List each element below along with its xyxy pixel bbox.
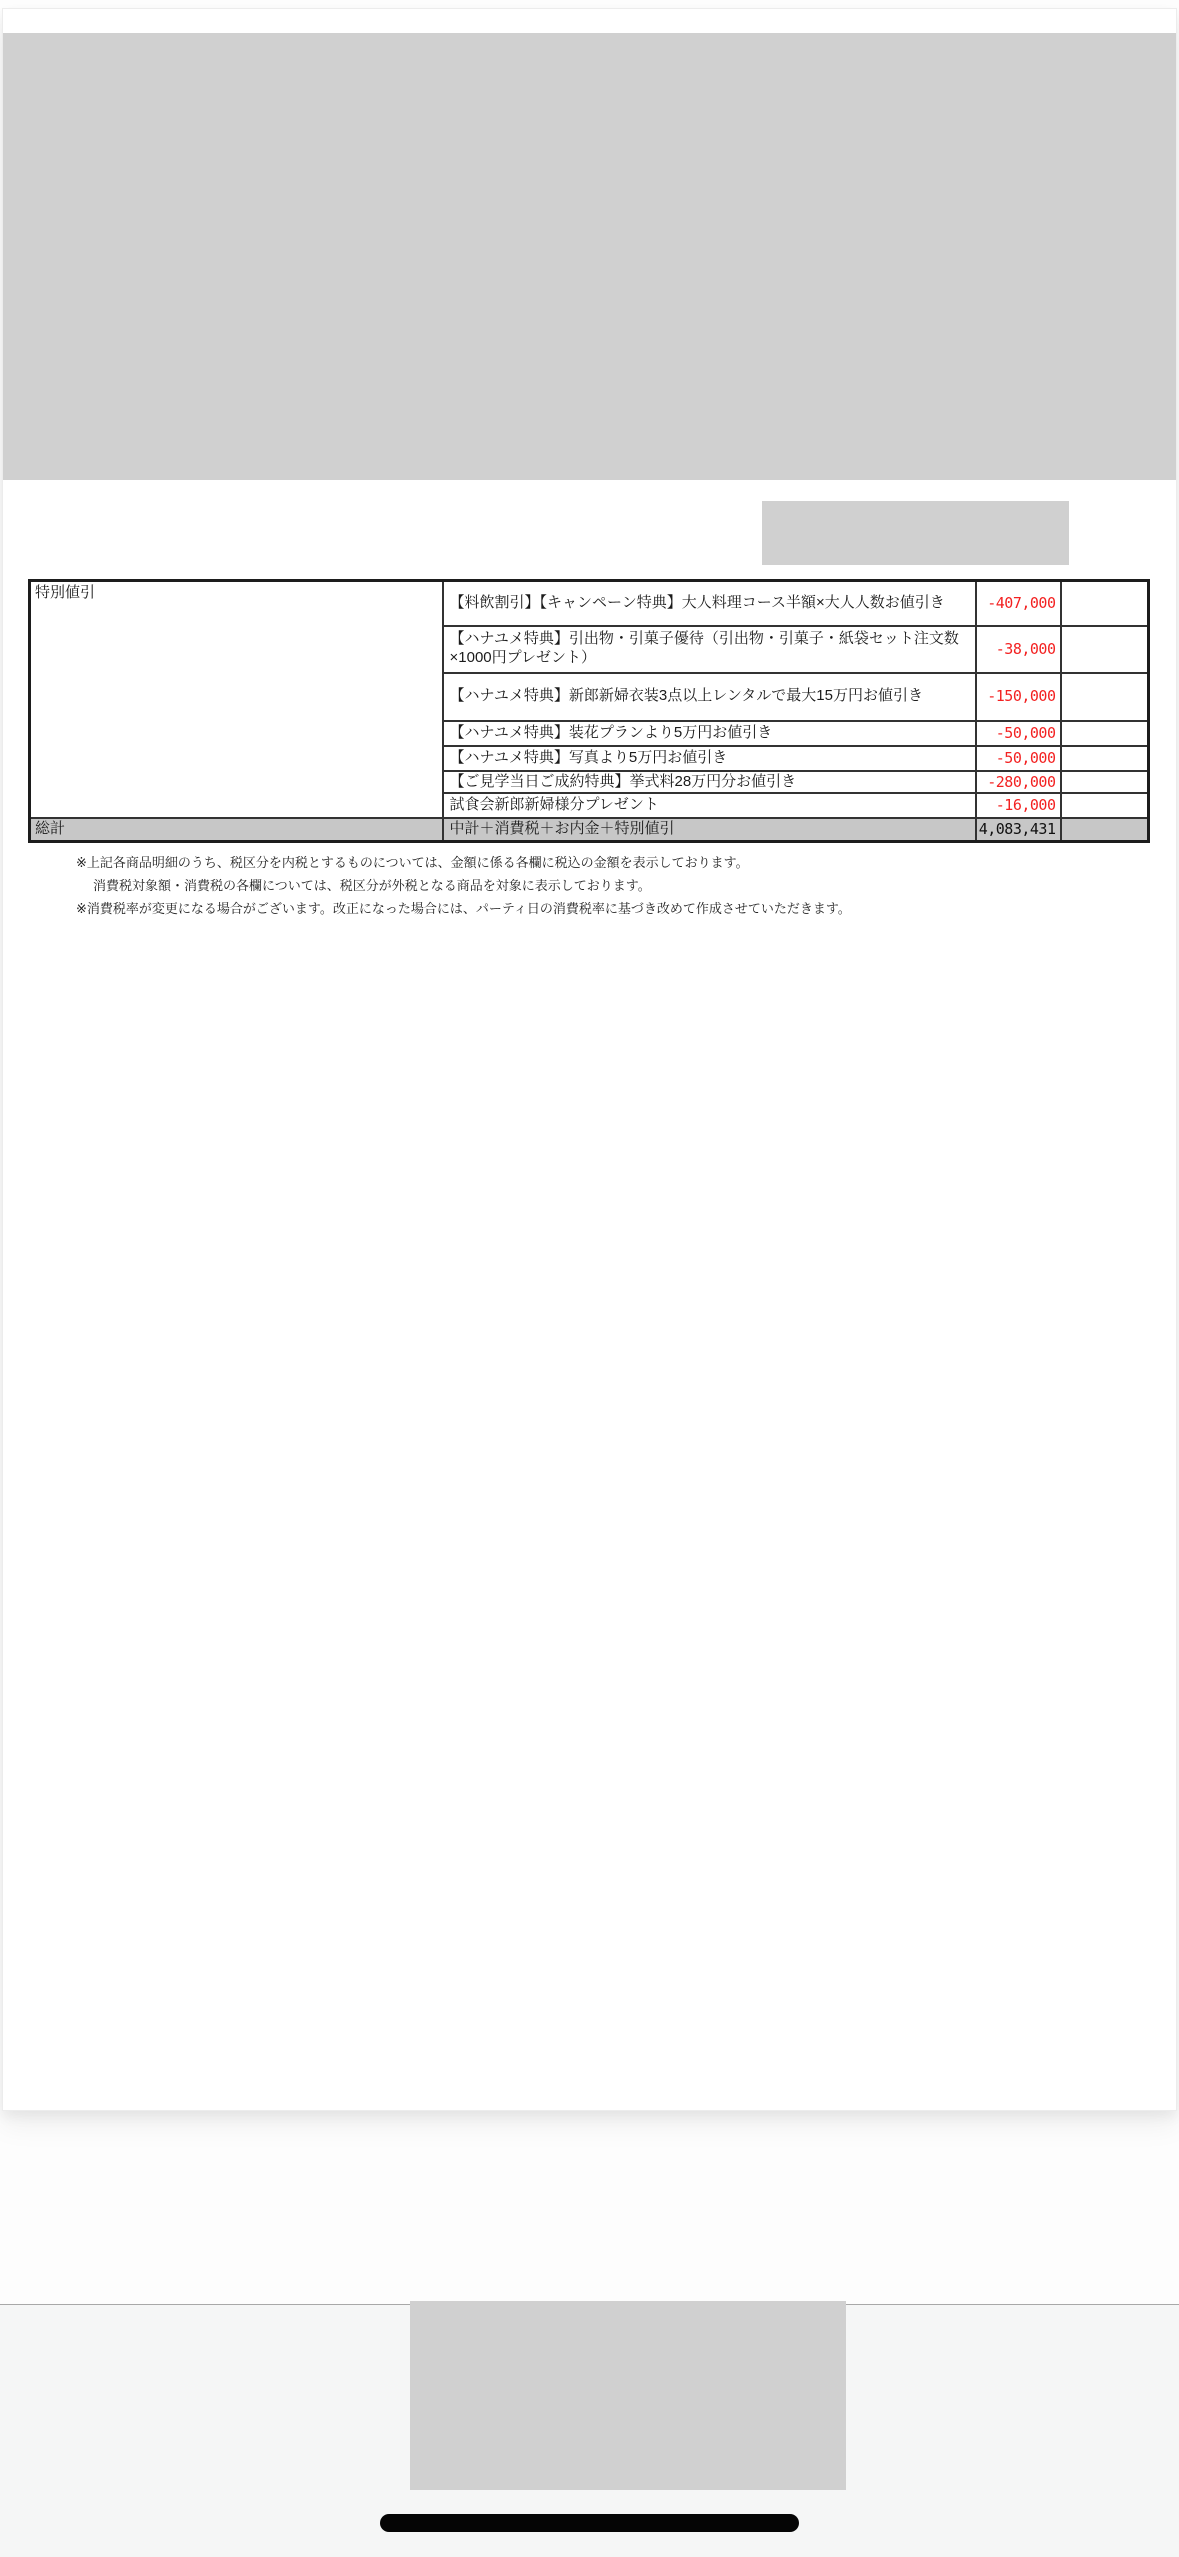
discount-amount: -50,000: [976, 746, 1061, 771]
empty-cell: [1061, 818, 1149, 841]
special-discount-table: [28, 579, 1150, 843]
footnote-line: ※上記各商品明細のうち、税区分を内税とするものについては、金額に係る各欄に税込の金額を表示しております。: [76, 855, 749, 870]
home-indicator[interactable]: [380, 2514, 799, 2532]
total-amount: 4,083,431: [976, 818, 1061, 841]
discount-amount: -150,000: [976, 673, 1061, 721]
redaction-block-bottom: [410, 2301, 846, 2490]
footnote-line: 消費税対象額・消費税の各欄については、税区分が外税となる商品を対象に表示しております。: [93, 878, 651, 893]
empty-cell: [1061, 626, 1149, 673]
section-label-cell: 特別値引: [30, 581, 443, 819]
total-row: [30, 818, 1149, 841]
discount-description: 【ハナユメ特典】引出物・引菓子優待（引出物・引菓子・紙袋セット注文数×1000円プレゼント）: [443, 626, 976, 673]
discount-description: 【ハナユメ特典】新郎新婦衣装3点以上レンタルで最大15万円お値引き: [443, 673, 976, 721]
redaction-block-small: [762, 501, 1069, 565]
document-page: [2, 8, 1177, 2111]
total-formula: 中計＋消費税＋お内金＋特別値引: [443, 818, 976, 841]
discount-amount: -16,000: [976, 793, 1061, 818]
discount-description: 【料飲割引】【キャンペーン特典】大人料理コース半額×大人人数お値引き: [443, 581, 976, 626]
discount-amount: -38,000: [976, 626, 1061, 673]
footnotes: [76, 851, 851, 920]
footnote-line: ※消費税率が変更になる場合がございます。改正になった場合には、パーティ日の消費税率に基づき改めて作成させていただきます。: [76, 901, 851, 916]
discount-amount: -50,000: [976, 721, 1061, 746]
empty-cell: [1061, 673, 1149, 721]
empty-cell: [1061, 771, 1149, 794]
discount-description: 【ハナユメ特典】写真より5万円お値引き: [443, 746, 976, 771]
table-row: [30, 581, 1149, 626]
empty-cell: [1061, 746, 1149, 771]
discount-description: 【ハナユメ特典】装花プランより5万円お値引き: [443, 721, 976, 746]
total-label: 総計: [30, 818, 443, 841]
discount-description: 試食会新郎新婦様分プレゼント: [443, 793, 976, 818]
discount-description: 【ご見学当日ご成約特典】挙式料28万円分お値引き: [443, 771, 976, 794]
discount-amount: -407,000: [976, 581, 1061, 626]
empty-cell: [1061, 581, 1149, 626]
empty-cell: [1061, 793, 1149, 818]
empty-cell: [1061, 721, 1149, 746]
discount-amount: -280,000: [976, 771, 1061, 794]
redaction-block-large: [3, 33, 1176, 480]
